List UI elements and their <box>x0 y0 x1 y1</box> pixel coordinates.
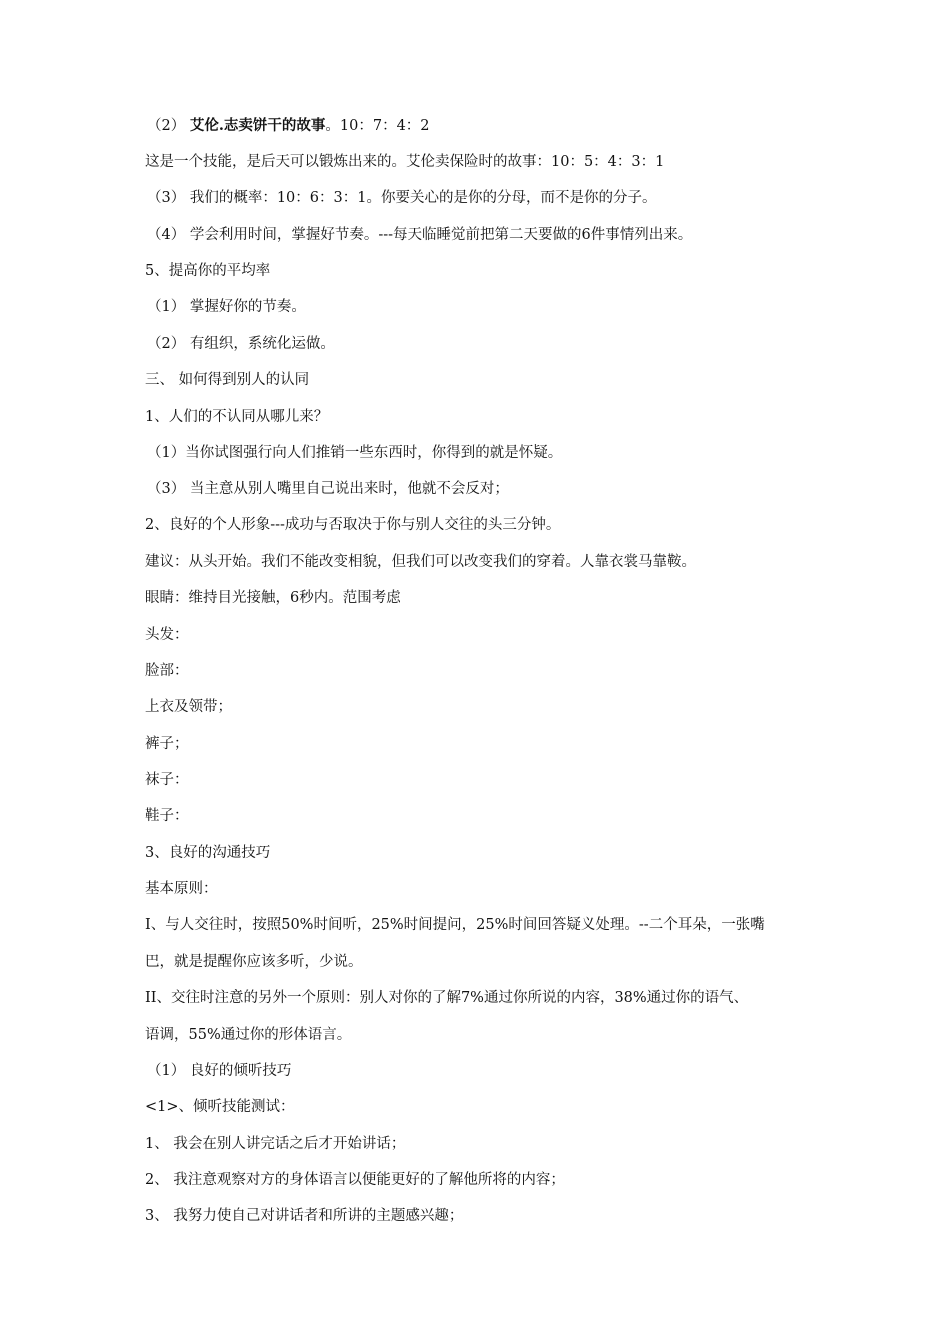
text-line: 眼睛：维持目光接触，6秒内。范围考虑 <box>145 590 401 606</box>
text-line: <1>、倾听技能测试： <box>145 1099 295 1115</box>
section-heading: 三、 如何得到别人的认同 <box>145 372 310 388</box>
text-line: 基本原则： <box>145 881 218 897</box>
text-line: （1） 掌握好你的节奏。 <box>147 299 306 315</box>
list-item: 1、 我会在别人讲完话之后才开始讲话； <box>145 1136 406 1152</box>
text-line: （1） 良好的倾听技巧 <box>147 1063 292 1079</box>
text-line: 这是一个技能，是后天可以锻炼出来的。艾伦卖保险时的故事：10：5：4：3：1 <box>145 154 665 170</box>
text-line: 巴，就是提醒你应该多听，少说。 <box>145 954 363 970</box>
bold-title: 艾伦.志卖饼干的故事 <box>189 117 326 134</box>
text-line: I、与人交往时，按照50%时间听，25%时间提问，25%时间回答疑义处理。--二个耳朵，一张嘴 <box>145 917 765 933</box>
text-line: 语调，55%通过你的形体语言。 <box>145 1027 352 1043</box>
text-line: 脸部： <box>145 663 189 679</box>
text-line: （4） 学会利用时间，掌握好节奏。---每天临睡觉前把第二天要做的6件事情列出来。 <box>147 227 693 243</box>
text-line: 上衣及领带； <box>145 699 232 715</box>
text-line: II、交往时注意的另外一个原则：别人对你的了解7%通过你所说的内容，38%通过你的语气、 <box>145 990 749 1006</box>
text-line: 鞋子： <box>145 808 189 824</box>
text-line: 建议：从头开始。我们不能改变相貌，但我们可以改变我们的穿着。人靠衣裳马靠鞍。 <box>145 554 696 570</box>
section-heading: 5、提高你的平均率 <box>145 263 271 279</box>
text-line: 袜子： <box>145 772 189 788</box>
text-line: （3） 当主意从别人嘴里自己说出来时，他就不会反对； <box>147 481 509 497</box>
section-heading: 2、良好的个人形象---成功与否取决于你与别人交往的头三分钟。 <box>145 517 561 533</box>
section-heading: 3、良好的沟通技巧 <box>145 845 271 861</box>
text-line: （2） 有组织，系统化运做。 <box>147 336 335 352</box>
text-line: （1）当你试图强行向人们推销一些东西时，你得到的就是怀疑。 <box>147 445 563 461</box>
section-heading: 1、人们的不认同从哪儿来？ <box>145 409 329 425</box>
list-item: 3、 我努力使自己对讲话者和所讲的主题感兴趣； <box>145 1208 464 1224</box>
text-line <box>147 116 827 136</box>
text-line: 头发： <box>145 627 189 643</box>
line-prefix: （2） <box>147 118 190 134</box>
list-item: 2、 我注意观察对方的身体语言以便能更好的了解他所将的内容； <box>145 1172 565 1188</box>
text-line: 裤子； <box>145 736 189 752</box>
line-suffix: 。10：7：4：2 <box>325 118 430 134</box>
text-line: （3） 我们的概率：10：6：3：1。你要关心的是你的分母，而不是你的分子。 <box>147 190 657 206</box>
